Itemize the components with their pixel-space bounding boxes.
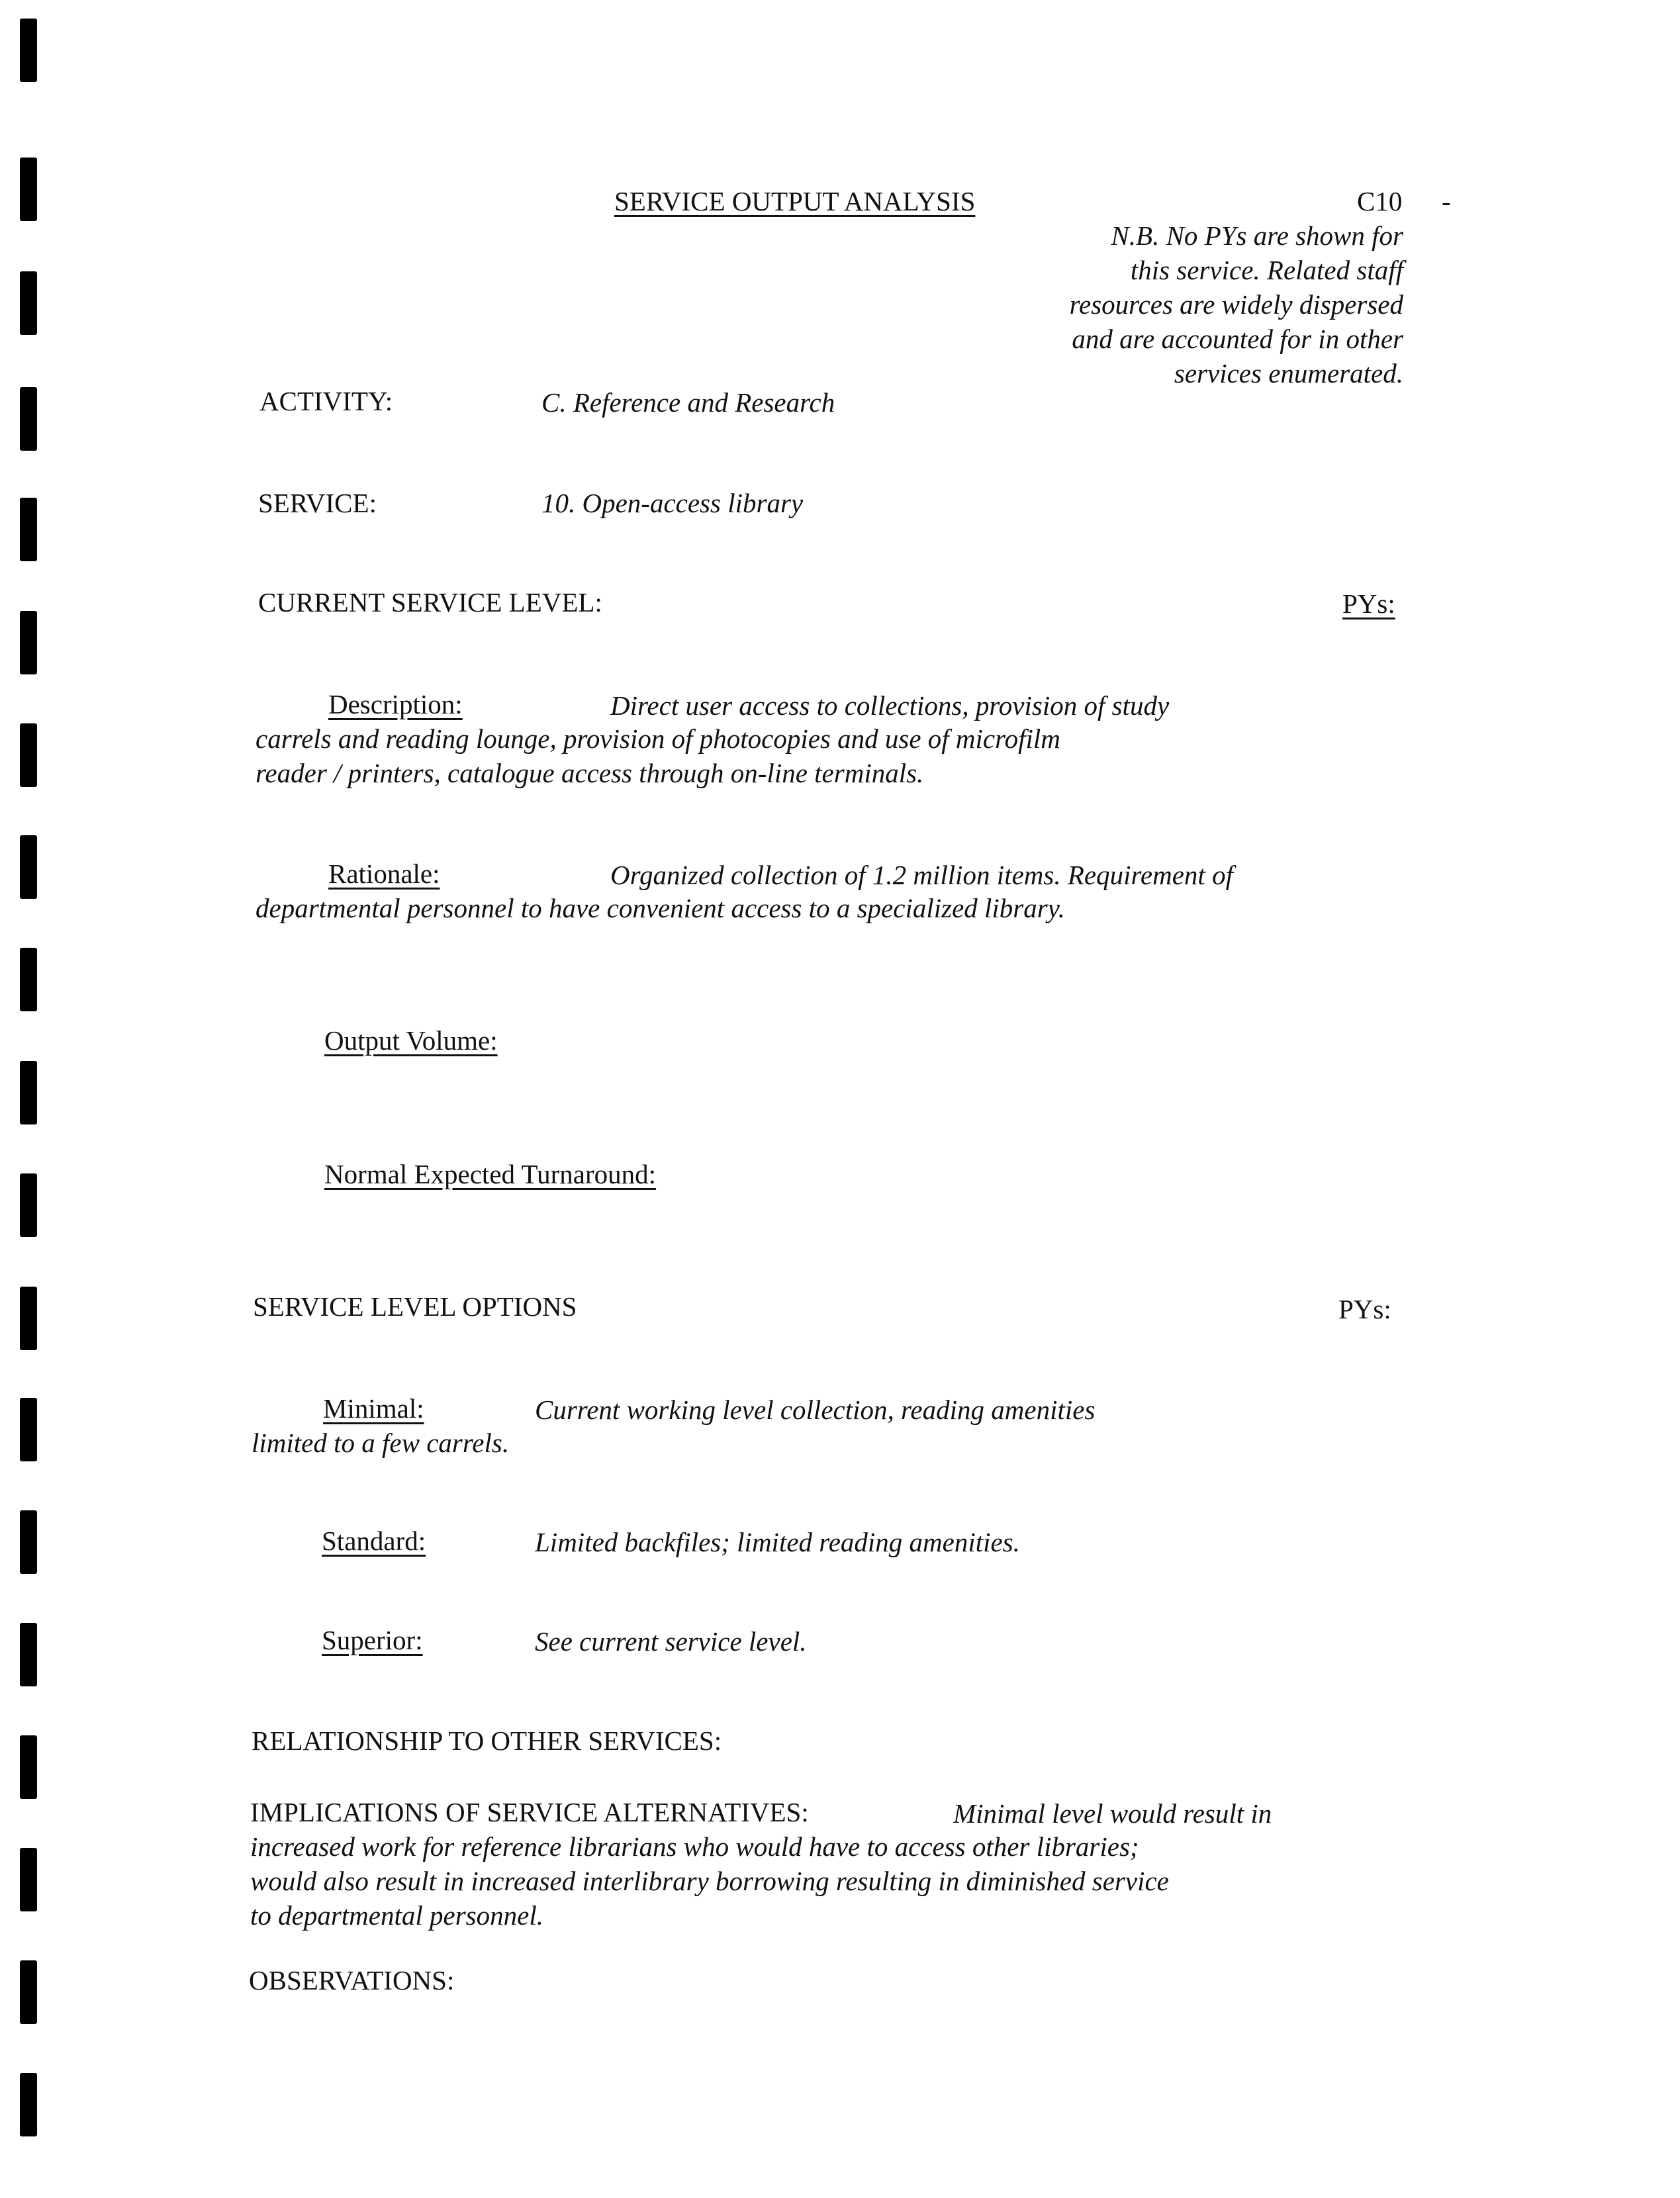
binding-hole [20,2073,37,2136]
page-title: SERVICE OUTPUT ANALYSIS [614,186,976,216]
implications-line: to departmental personnel. [250,1900,543,1931]
description-line: Direct user access to collections, provision of study [610,690,1170,721]
description-label: Description: [328,689,463,719]
note-line: this service. Related staff [1130,255,1403,285]
binding-hole [20,19,37,82]
activity-label: ACTIVITY: [259,386,393,416]
binding-hole [20,835,37,899]
note-line: resources are widely dispersed [1069,289,1403,320]
implications-line: would also result in increased interlibrary borrowing resulting in diminished service [250,1866,1169,1896]
rationale-label: Rationale: [328,858,440,889]
implications-line: Minimal level would result in [953,1798,1272,1829]
current-pys-label: PYs: [1342,588,1395,619]
binding-hole [20,1960,37,2024]
binding-hole [20,723,37,787]
binding-hole [20,1848,37,1911]
observations-heading: OBSERVATIONS: [249,1965,455,1995]
binding-hole [20,158,37,221]
standard-label: Standard: [322,1526,426,1556]
binding-hole [20,1287,37,1350]
note-block [1070,218,1403,390]
minimal-line: Current working level collection, reading amenities [535,1395,1096,1425]
service-label: SERVICE: [258,488,377,518]
binding-strip [20,0,40,2198]
implications-heading: IMPLICATIONS OF SERVICE ALTERNATIVES: [250,1797,809,1827]
superior-text: See current service level. [535,1626,807,1657]
binding-hole [20,1735,37,1799]
standard-text: Limited backfiles; limited reading amenities. [535,1527,1020,1557]
minimal-line: limited to a few carrels. [252,1428,510,1458]
page-code: C10 [1357,186,1403,216]
binding-hole [20,1623,37,1686]
binding-hole [20,1173,37,1237]
binding-hole [20,1510,37,1574]
binding-hole [20,387,37,451]
binding-hole [20,271,37,335]
note-line: services enumerated. [1174,358,1403,389]
activity-value: C. Reference and Research [541,387,835,418]
current-level-heading: CURRENT SERVICE LEVEL: [258,587,602,618]
superior-label: Superior: [322,1625,423,1655]
binding-hole [20,948,37,1011]
margin-mark: - [1442,186,1451,216]
implications-line: increased work for reference librarians who would have to access other libraries; [250,1831,1139,1862]
turnaround-label: Normal Expected Turnaround: [324,1159,657,1189]
relationship-heading: RELATIONSHIP TO OTHER SERVICES: [252,1725,722,1756]
binding-hole [20,1061,37,1124]
binding-hole [20,1398,37,1461]
options-pys-label: PYs: [1338,1294,1391,1324]
output-volume-label: Output Volume: [324,1025,498,1056]
options-heading: SERVICE LEVEL OPTIONS [253,1291,577,1322]
binding-hole [20,611,37,674]
service-value: 10. Open-access library [541,488,804,518]
rationale-line: departmental personnel to have convenient access to a specialized library. [256,893,1065,923]
binding-hole [20,498,37,561]
description-line: carrels and reading lounge, provision of photocopies and use of microfilm [256,723,1060,754]
minimal-label: Minimal: [323,1393,424,1424]
description-line: reader / printers, catalogue access through on-line terminals. [256,758,924,788]
note-line: N.B. No PYs are shown for [1111,220,1403,251]
rationale-line: Organized collection of 1.2 million items. Requirement of [610,860,1233,890]
note-line: and are accounted for in other [1072,324,1403,354]
